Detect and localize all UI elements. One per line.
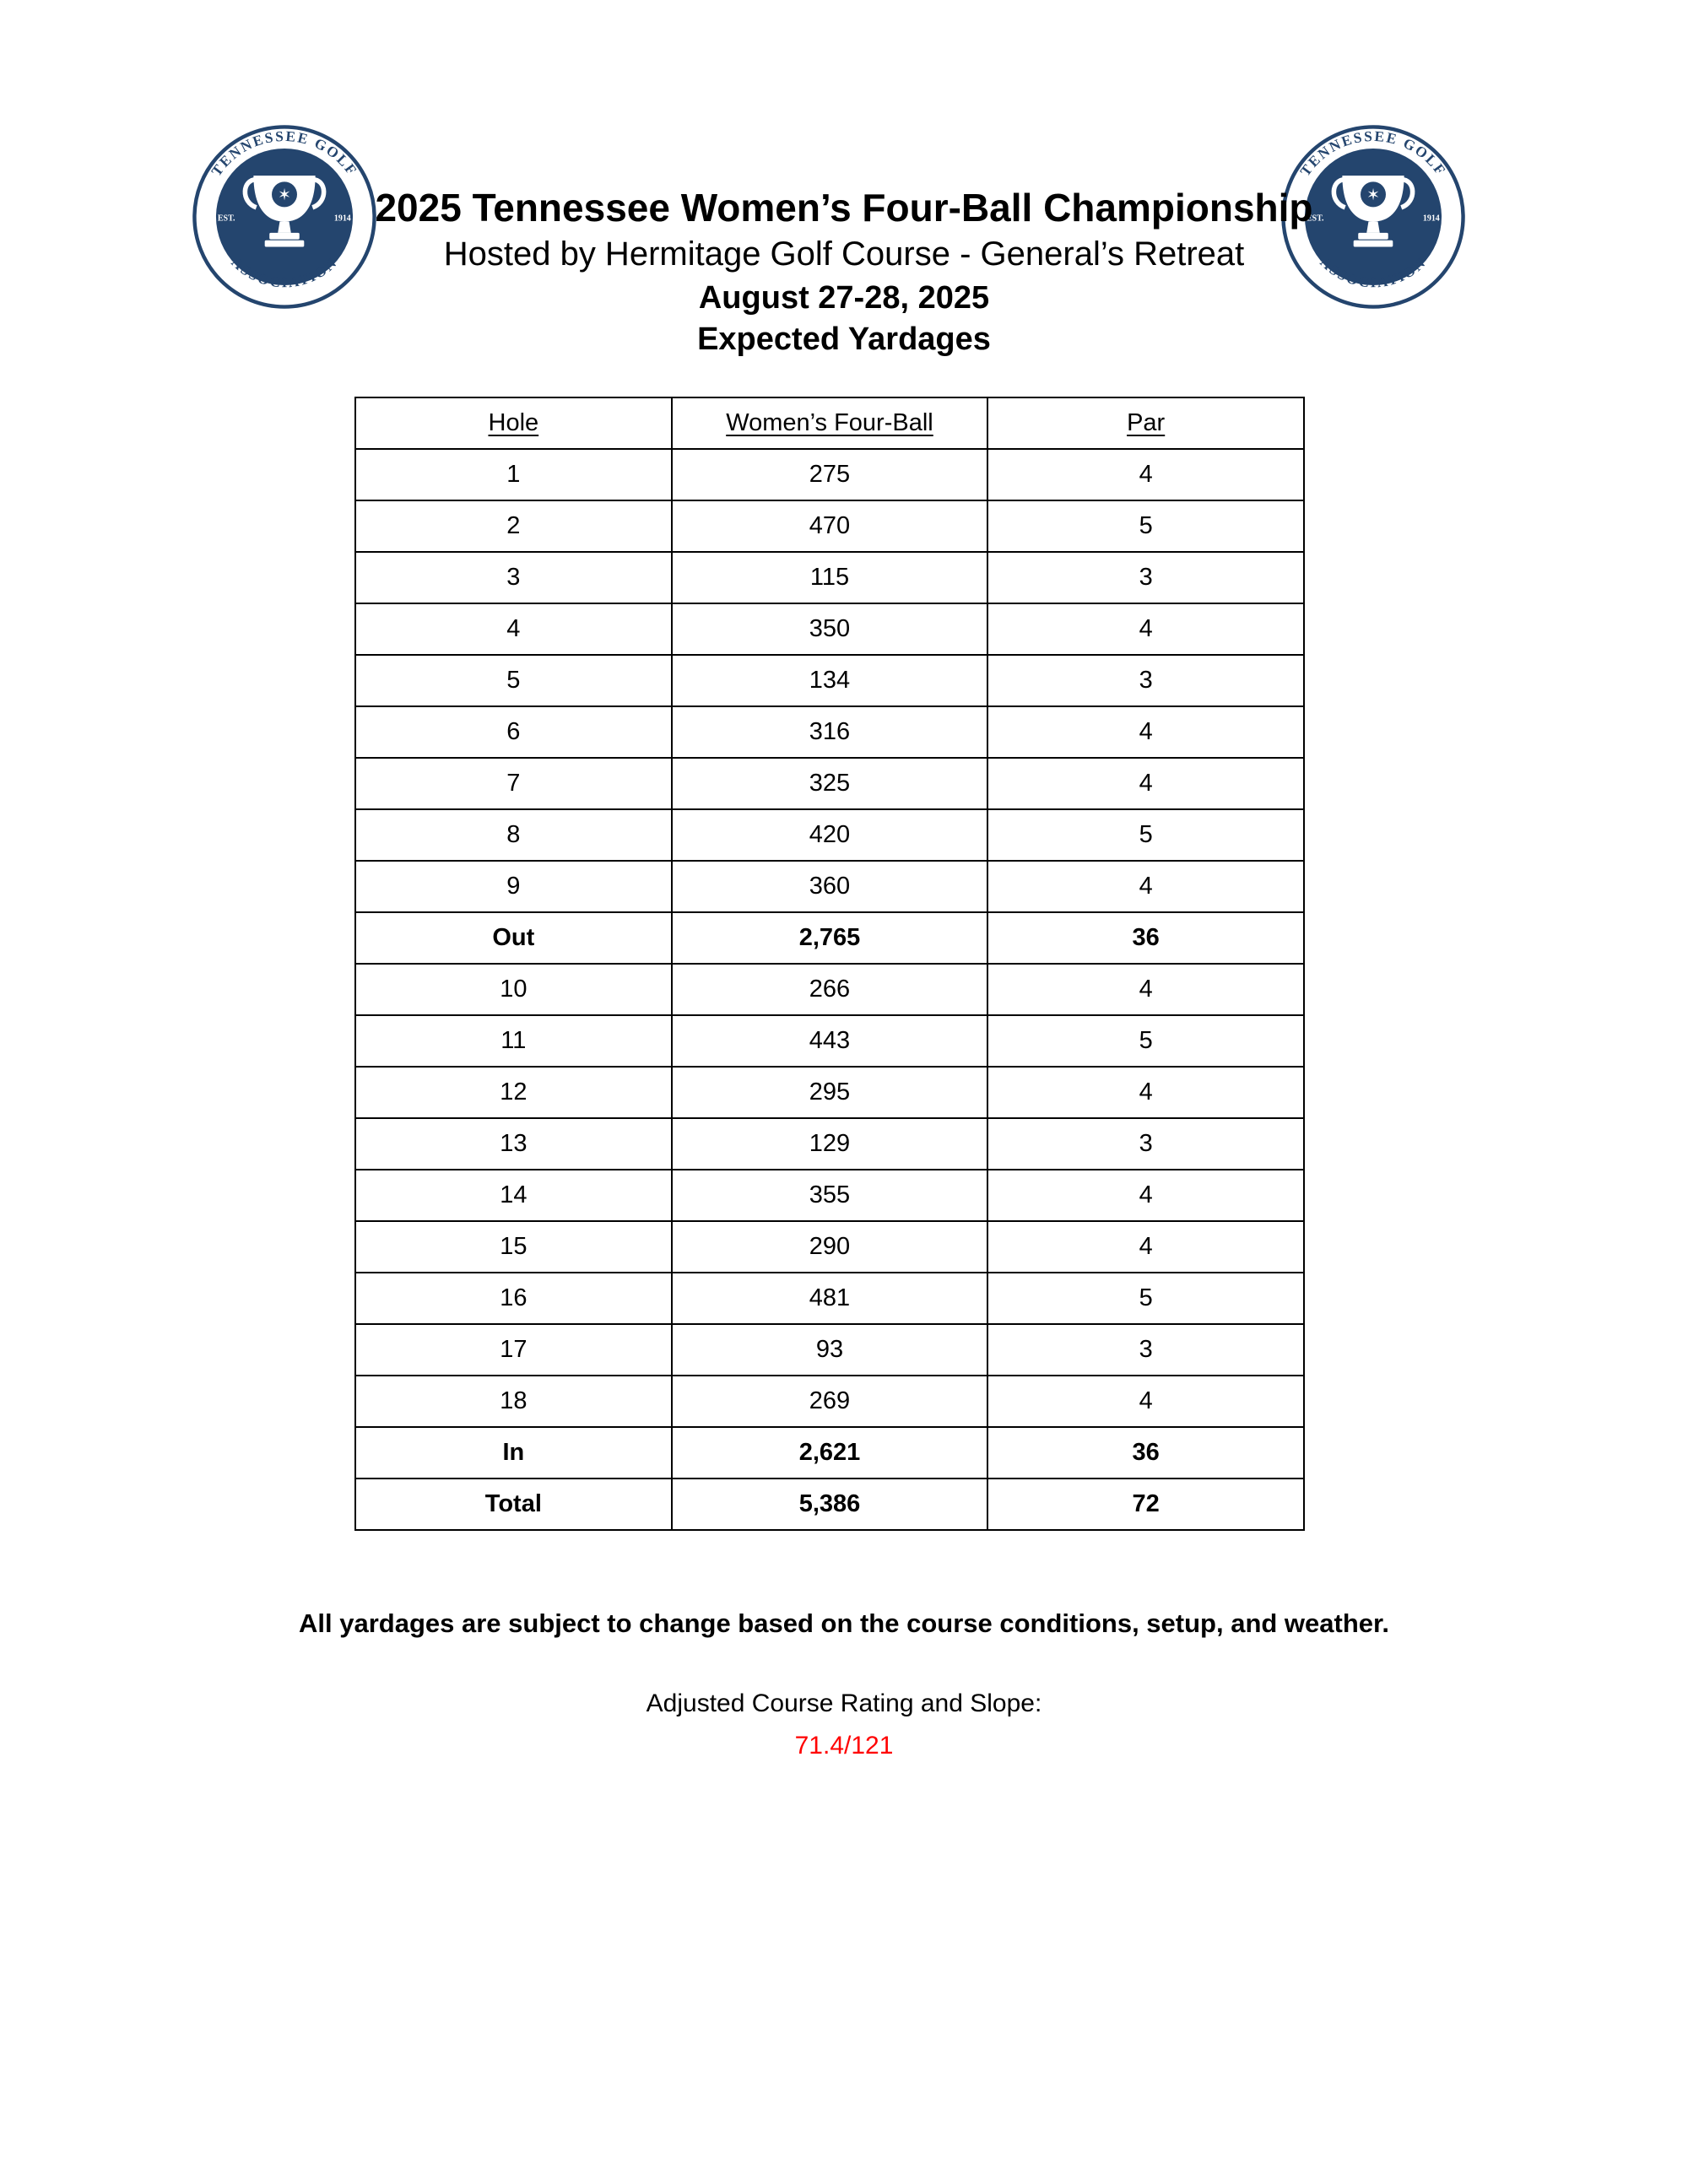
table-row <box>355 1170 1304 1221</box>
table-row <box>355 603 1304 655</box>
table-row <box>355 1067 1304 1118</box>
hole-cell: In <box>355 1427 672 1479</box>
yardage-table <box>354 397 1305 1531</box>
yardage-cell: 93 <box>672 1324 988 1376</box>
yardage-cell: 266 <box>672 964 988 1015</box>
hole-cell: 12 <box>355 1067 672 1118</box>
par-cell: 4 <box>987 1170 1304 1221</box>
par-cell: 36 <box>987 912 1304 964</box>
par-cell: 3 <box>987 1324 1304 1376</box>
table-row <box>355 449 1304 500</box>
yardage-cell: 5,386 <box>672 1479 988 1530</box>
page-subtitle: Expected Yardages <box>697 322 991 357</box>
table-row <box>355 1118 1304 1170</box>
hole-cell: 7 <box>355 758 672 809</box>
par-cell: 5 <box>987 809 1304 861</box>
table-row <box>355 1221 1304 1273</box>
yardage-cell: 2,765 <box>672 912 988 964</box>
yardage-cell: 360 <box>672 861 988 912</box>
hole-cell: 5 <box>355 655 672 706</box>
yardage-cell: 316 <box>672 706 988 758</box>
hole-cell: 10 <box>355 964 672 1015</box>
yardage-cell: 355 <box>672 1170 988 1221</box>
col-header-par: Par <box>987 397 1304 449</box>
rating-label: Adjusted Course Rating and Slope: <box>646 1689 1042 1717</box>
par-cell: 4 <box>987 758 1304 809</box>
par-cell: 72 <box>987 1479 1304 1530</box>
table-row <box>355 964 1304 1015</box>
col-header-hole: Hole <box>355 397 672 449</box>
hole-cell: 14 <box>355 1170 672 1221</box>
hole-cell: 3 <box>355 552 672 603</box>
table-row <box>355 809 1304 861</box>
hole-cell: Out <box>355 912 672 964</box>
par-cell: 4 <box>987 1067 1304 1118</box>
yardage-cell: 269 <box>672 1376 988 1427</box>
document-header <box>0 184 1688 360</box>
yardage-cell: 470 <box>672 500 988 552</box>
hole-cell: 13 <box>355 1118 672 1170</box>
table-row <box>355 861 1304 912</box>
col-header-yardage: Women’s Four-Ball <box>672 397 988 449</box>
table-row <box>355 655 1304 706</box>
yardage-cell: 275 <box>672 449 988 500</box>
table-row <box>355 1273 1304 1324</box>
event-dates: August 27-28, 2025 <box>698 280 990 316</box>
hole-cell: 18 <box>355 1376 672 1427</box>
hole-cell: 2 <box>355 500 672 552</box>
par-cell: 4 <box>987 1221 1304 1273</box>
yardage-cell: 115 <box>672 552 988 603</box>
host-course-line: Hosted by Hermitage Golf Course - General’s Retreat <box>443 235 1245 273</box>
hole-cell: 11 <box>355 1015 672 1067</box>
hole-cell: 9 <box>355 861 672 912</box>
event-title: 2025 Tennessee Women’s Four-Ball Championship <box>375 186 1313 230</box>
par-cell: 3 <box>987 1118 1304 1170</box>
hole-cell: 16 <box>355 1273 672 1324</box>
par-cell: 4 <box>987 449 1304 500</box>
yardage-cell: 420 <box>672 809 988 861</box>
par-cell: 4 <box>987 706 1304 758</box>
table-header-row <box>355 397 1304 449</box>
par-cell: 5 <box>987 1273 1304 1324</box>
disclaimer-text: All yardages are subject to change based on the course conditions, setup, and weather. <box>299 1608 1389 1638</box>
yardage-cell: 481 <box>672 1273 988 1324</box>
table-row <box>355 552 1304 603</box>
par-cell: 5 <box>987 500 1304 552</box>
hole-cell: 6 <box>355 706 672 758</box>
hole-cell: Total <box>355 1479 672 1530</box>
yardage-cell: 290 <box>672 1221 988 1273</box>
yardage-table-body <box>355 449 1304 1530</box>
yardage-cell: 134 <box>672 655 988 706</box>
yardage-cell: 443 <box>672 1015 988 1067</box>
hole-cell: 4 <box>355 603 672 655</box>
table-row <box>355 706 1304 758</box>
par-cell: 4 <box>987 861 1304 912</box>
hole-cell: 8 <box>355 809 672 861</box>
yardage-cell: 295 <box>672 1067 988 1118</box>
table-row <box>355 1427 1304 1479</box>
table-row <box>355 1015 1304 1067</box>
table-row <box>355 500 1304 552</box>
par-cell: 4 <box>987 603 1304 655</box>
table-row <box>355 912 1304 964</box>
hole-cell: 1 <box>355 449 672 500</box>
par-cell: 3 <box>987 552 1304 603</box>
table-row <box>355 1479 1304 1530</box>
table-row <box>355 1376 1304 1427</box>
par-cell: 4 <box>987 1376 1304 1427</box>
yardage-cell: 350 <box>672 603 988 655</box>
rating-value: 71.4/121 <box>794 1732 894 1760</box>
hole-cell: 17 <box>355 1324 672 1376</box>
yardage-cell: 325 <box>672 758 988 809</box>
table-row <box>355 758 1304 809</box>
yardage-cell: 2,621 <box>672 1427 988 1479</box>
par-cell: 4 <box>987 964 1304 1015</box>
par-cell: 36 <box>987 1427 1304 1479</box>
par-cell: 5 <box>987 1015 1304 1067</box>
par-cell: 3 <box>987 655 1304 706</box>
hole-cell: 15 <box>355 1221 672 1273</box>
table-row <box>355 1324 1304 1376</box>
yardage-cell: 129 <box>672 1118 988 1170</box>
